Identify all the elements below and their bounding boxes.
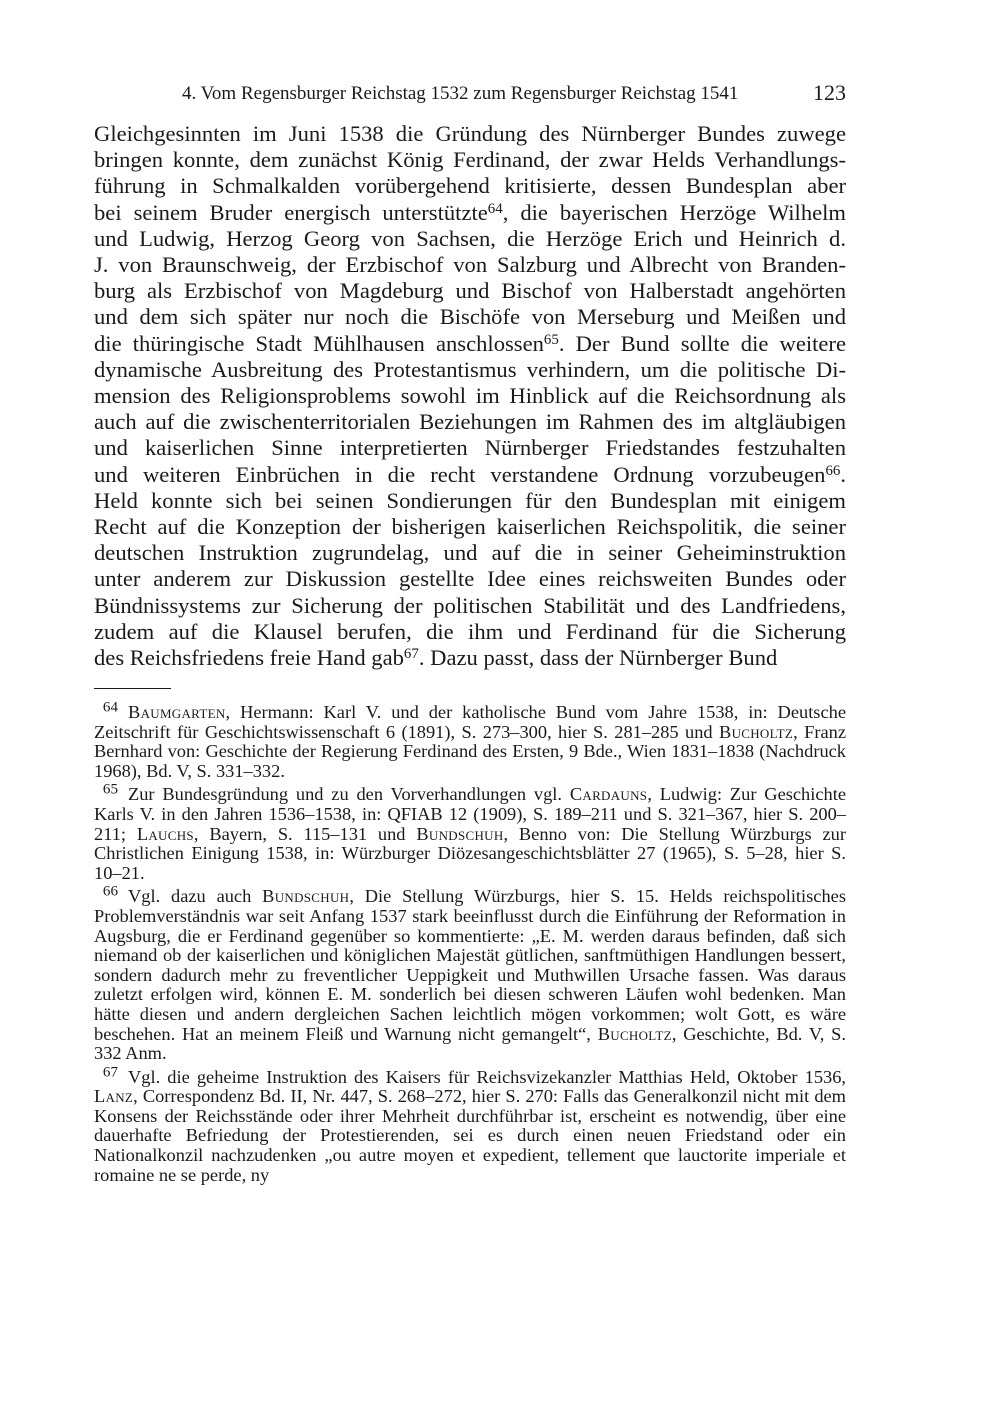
footnote-separator (94, 688, 171, 689)
body-line: bei seinem Bruder energisch unterstützte$^{64}$, die bayerischen Herzöge Wilhelm (94, 199, 846, 225)
body-line: dynamische Ausbreitung des Protestantismus verhindern, um die politische Di- (94, 356, 846, 382)
footnotes (94, 699, 847, 1189)
body-line: unter anderem zur Diskussion gestellte Idee eines reichsweiten Bundes oder (94, 566, 846, 592)
author-name: Bucholtz (597, 1023, 672, 1044)
body-line: die thüringische Stadt Mühlhausen anschlossen$^{65}$. Der Bund sollte die weitere (94, 330, 846, 356)
footnote-ref[interactable]: 65 (543, 331, 559, 348)
footnote-65: $^{65}$ Zur Bundesgründung und zu den Vorverhandlungen vgl. Cardauns, Ludwig: Zur Geschichte Karls V. in den Jahren 1536–1538, in: QFIAB 12 (1909), S. 189–211 und S. 321–367, hier S. 200–211; Lauchs, Bayern, S. 115–131 und Bundschuh, Benno von: Die Stellung Würzburgs zur Christlichen Einigung 1538, in: Würzburger Diözesangeschichtsblätter 27 (1965), S. 5–28, hier S. 10–21. (94, 782, 846, 883)
body-line: J. von Braunschweig, der Erzbischof von Salzburg und Albrecht von Branden- (94, 252, 846, 278)
body-line: bringen konnte, dem zunächst König Ferdinand, der zwar Helds Verhandlungs- (94, 147, 846, 173)
body-line: mension des Religionsproblems sowohl im Hinblick auf die Reichsordnung als (94, 383, 846, 409)
footnote-number: 67 (102, 1064, 118, 1081)
author-name: Lauchs (136, 823, 194, 844)
body-line: zudem auf die Klausel berufen, die ihm und Ferdinand für die Sicherung (94, 618, 846, 644)
footnote-64: $^{64}$ Baumgarten, Hermann: Karl V. und der katholische Bund vom Jahre 1538, in: Deutsche Zeitschrift für Geschichtswissenschaft 6 (1891), S. 273–300, hier S. 281–285 und Bucholtz, Franz Bernhard von: Geschichte der Regierung Ferdinand des Ersten, 9 Bde., Wien 1831–1838 (Nachdruck 1968), Bd. V, S. 331–332. (94, 699, 847, 781)
author-name: Baumgarten (128, 702, 226, 722)
body-line: des Reichsfriedens freie Hand gab$^{67}$. Dazu passt, dass der Nürnberger Bund (94, 645, 778, 671)
footnote-ref[interactable]: 67 (403, 645, 419, 662)
body-line: burg als Erzbischof von Magdeburg und Bischof von Halberstadt angehörten (94, 278, 846, 304)
footnote-ref[interactable]: 66 (825, 462, 841, 479)
author-name: Bundschuh (416, 823, 504, 844)
body-text (94, 121, 846, 671)
body-line: Gleichgesinnten im Juni 1538 die Gründung des Nürnberger Bundes zuwege (94, 121, 846, 146)
page-number: 123 (813, 80, 846, 105)
author-name: Lanz (94, 1086, 134, 1107)
body-line: Held konnte sich bei seinen Sondierungen für den Bundesplan mit einigem (94, 487, 846, 513)
body-line: und dem sich später nur noch die Bischöfe von Merseburg und Meißen und (94, 304, 846, 330)
footnote-number: 66 (102, 884, 118, 901)
body-line: und Ludwig, Herzog Georg von Sachsen, die Herzöge Erich und Heinrich d. (94, 225, 846, 251)
footnote-67: $^{67}$ Vgl. die geheime Instruktion des Kaisers für Reichsvizekanzler Matthias Held, Oktober 1536, Lanz, Correspondenz Bd. II, Nr. 447, S. 268–272, hier S. 270: Falls das Generalkonzil nicht mit dem Konsens der Reichsstände oder ihrer Mehrheit durchführbar ist, erscheint es notwendig, über eine dauerhafte Befriedung der Protestierenden, sei es durch einen neuen Friedstand oder ein Nationalkonzil nachzudenken „ou autre moyen et expedient, tellement que lauctorite imperiale et romaine ne se perde, ny (94, 1064, 846, 1185)
author-name: Bucholtz (719, 721, 794, 742)
body-line: auch auf die zwischenterritorialen Beziehungen im Rahmen des im altgläubigen (94, 409, 846, 435)
running-title: 4. Vom Regensburger Reichstag 1532 zum Regensburger Reichstag 1541 (182, 83, 739, 104)
footnote-ref[interactable]: 64 (487, 200, 503, 217)
body-line: deutschen Instruktion zugrundelag, und auf die in seiner Geheiminstruktion (94, 540, 846, 566)
body-line: und kaiserlichen Sinne interpretierten Nürnberger Friedstandes festzuhalten (94, 435, 846, 461)
footnote-number: 65 (102, 782, 118, 799)
author-name: Bundschuh (262, 886, 350, 907)
body-line: Bündnissystems zur Sicherung der politischen Stabilität und des Landfriedens, (94, 592, 846, 618)
body-line: und weiteren Einbrüchen in die recht verstandene Ordnung vorzubeugen$^{66}$. (94, 461, 846, 487)
footnote-number: 64 (102, 699, 118, 716)
running-head (94, 80, 846, 108)
body-line: führung in Schmalkalden vorübergehend kritisierte, dessen Bundesplan aber (94, 173, 846, 199)
footnote-66: $^{66}$ Vgl. dazu auch Bundschuh, Die Stellung Würzburgs, hier S. 15. Helds reichspolitisches Problemverständnis war seit Anfang 1537 stark beeinflusst durch die Einführung der Reformation in Augsburg, die er Ferdinand gegenüber so kommentierte: „E. M. werden daraus befinden, daß sich niemand ob der kaiserlichen und königlichen Majestät gütlichen, sanftmüthigen Handlungen bessert, sondern dadurch mehr zu freventlicher Ueppigkeit und Muthwillen Ursache fassen. Was daraus zuletzt erfolgen wird, können E. M. sonderlich bei diesen schweren Läufen wohl bedenken. Man hätte diesen und andern dergleichen Sachen leichtlich mögen vorkommen; wolt Gott, es wäre beschehen. Hat an meinem Fleiß und Warnung nicht gemangelt“, Bucholtz, Geschichte, Bd. V, S. 332 Anm. (94, 884, 847, 1064)
author-name: Cardauns (569, 784, 648, 805)
body-line: Recht auf die Konzeption der bisherigen kaiserlichen Reichspolitik, die seiner (94, 514, 846, 540)
